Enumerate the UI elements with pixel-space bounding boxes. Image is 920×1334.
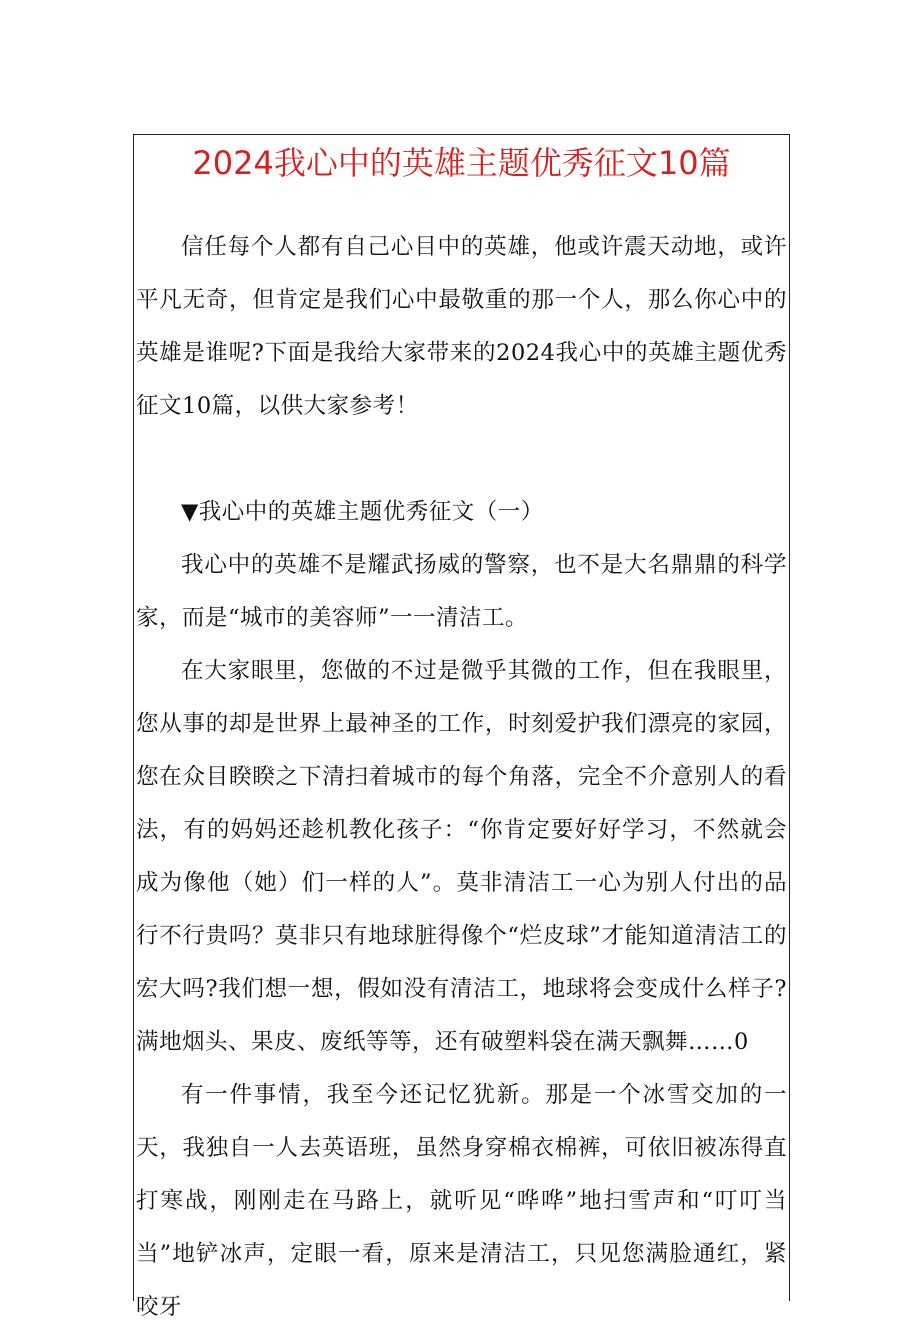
document-title: 2024我心中的英雄主题优秀征文10篇 <box>192 144 731 182</box>
blank-line <box>136 433 787 486</box>
section-heading: ▼我心中的英雄主题优秀征文（一） <box>181 499 544 525</box>
intro-paragraph: 信任每个人都有自己心目中的英雄，他或许震天动地，或许平凡无奇，但肯定是我们心中最敬重的那一个人，那么你心中的英雄是谁呢?下面是我给大家带来的2024我心中的英雄主题优秀征文10篇，以供大家参考！ <box>136 234 787 419</box>
document-body <box>134 221 789 1334</box>
body-paragraph-3: 有一件事情，我至今还记忆犹新。那是一个冰雪交加的一天，我独自一人去英语班，虽然身穿棉衣棉裤，可依旧被冻得直打寒战，刚刚走在马路上，就听见“哗哗”地扫雪声和“叮叮当当”地铲冰声，定眼一看，原来是清洁工，只见您满脸通红，紧咬牙 <box>136 1082 787 1320</box>
document-page <box>133 134 790 1320</box>
body-paragraph-2: 在大家眼里，您做的不过是微乎其微的工作，但在我眼里，您从事的却是世界上最神圣的工作，时刻爱护我们漂亮的家园，您在众目睽睽之下清扫着城市的每个角落，完全不介意别人的看法，有的妈妈还趁机教化孩子：“你肯定要好好学习，不然就会成为像他（她）们一样的人”。莫非清洁工一心为别人付出的品行不行贵吗？莫非只有地球脏得像个“烂皮球”才能知道清洁工的宏大吗?我们想一想，假如没有清洁工，地球将会变成什么样子?满地烟头、果皮、废纸等等，还有破塑料袋在满天飘舞……0 <box>136 658 787 1055</box>
body-paragraph-1: 我心中的英雄不是耀武扬威的警察，也不是大名鼎鼎的科学家，而是“城市的美容师”一一清洁工。 <box>136 552 787 631</box>
